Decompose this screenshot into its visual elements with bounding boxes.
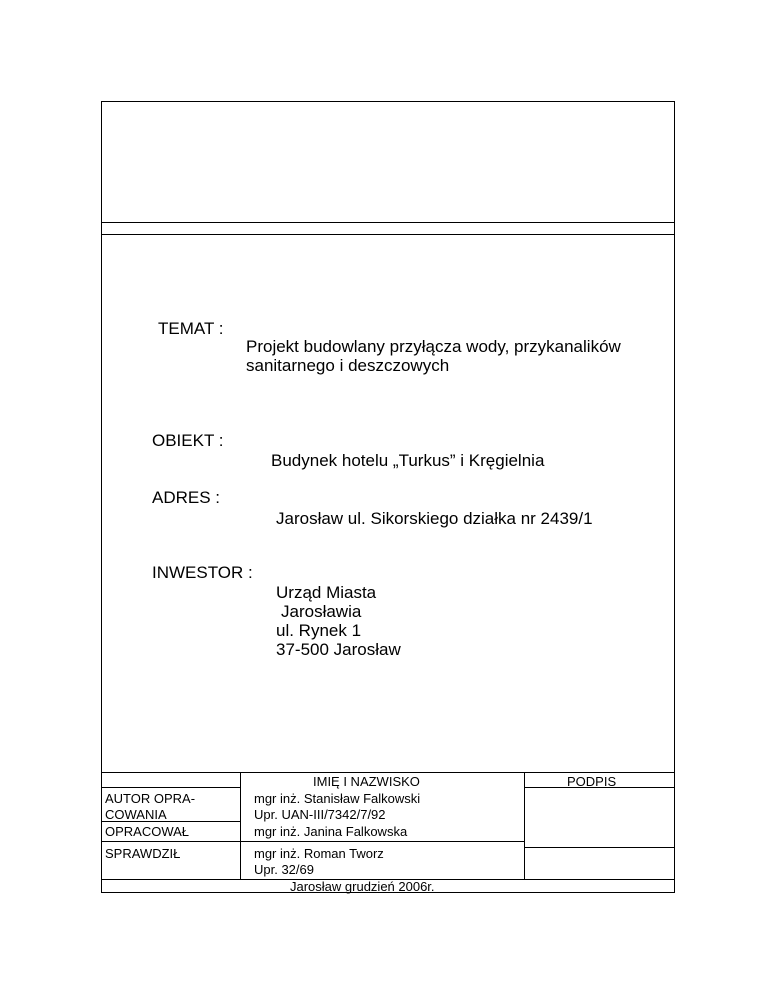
investor-line-1: Urząd Miasta [276, 583, 377, 602]
investor-line-3: ul. Rynek 1 [276, 621, 362, 640]
signature-column-header: PODPIS [567, 774, 617, 789]
place-and-date: Jarosław grudzień 2006r. [290, 879, 435, 894]
top-divider-upper [101, 222, 675, 223]
author-role-line-2: COWANIA [105, 807, 167, 822]
table-top-rule [101, 772, 675, 773]
investor-label: INWESTOR : [152, 563, 253, 582]
prepared-by-name: mgr inż. Janina Falkowska [254, 824, 408, 839]
object-value: Budynek hotelu „Turkus” i Kręgielnia [271, 451, 545, 470]
subject-label: TEMAT : [158, 319, 224, 338]
prepared-by-role: OPRACOWAŁ [105, 824, 190, 839]
author-name: mgr inż. Stanisław Falkowski [254, 791, 421, 806]
subject-line-2: sanitarnego i deszczowych [246, 356, 450, 375]
table-row-rule-1 [101, 787, 240, 788]
table-row-rule-4 [101, 841, 524, 842]
investor-line-4: 37-500 Jarosław [276, 640, 401, 659]
checked-by-license: Upr. 32/69 [254, 862, 314, 877]
author-license: Upr. UAN-III/7342/7/92 [254, 807, 386, 822]
address-label: ADRES : [152, 488, 221, 507]
author-role-line-1: AUTOR OPRA- [105, 791, 196, 806]
table-col-divider-2 [524, 772, 525, 880]
subject-line-1: Projekt budowlany przyłącza wody, przykanalików [246, 337, 621, 356]
investor-line-2: Jarosławia [281, 602, 362, 621]
top-divider-lower [101, 234, 675, 235]
address-value: Jarosław ul. Sikorskiego działka nr 2439/1 [276, 509, 593, 528]
table-col-divider-1 [240, 772, 241, 880]
checked-by-role: SPRAWDZIŁ [105, 846, 181, 861]
name-column-header: IMIĘ I NAZWISKO [313, 774, 420, 789]
checked-by-name: mgr inż. Roman Tworz [254, 846, 384, 861]
table-row-rule-5 [524, 847, 675, 848]
object-label: OBIEKT : [152, 431, 224, 450]
